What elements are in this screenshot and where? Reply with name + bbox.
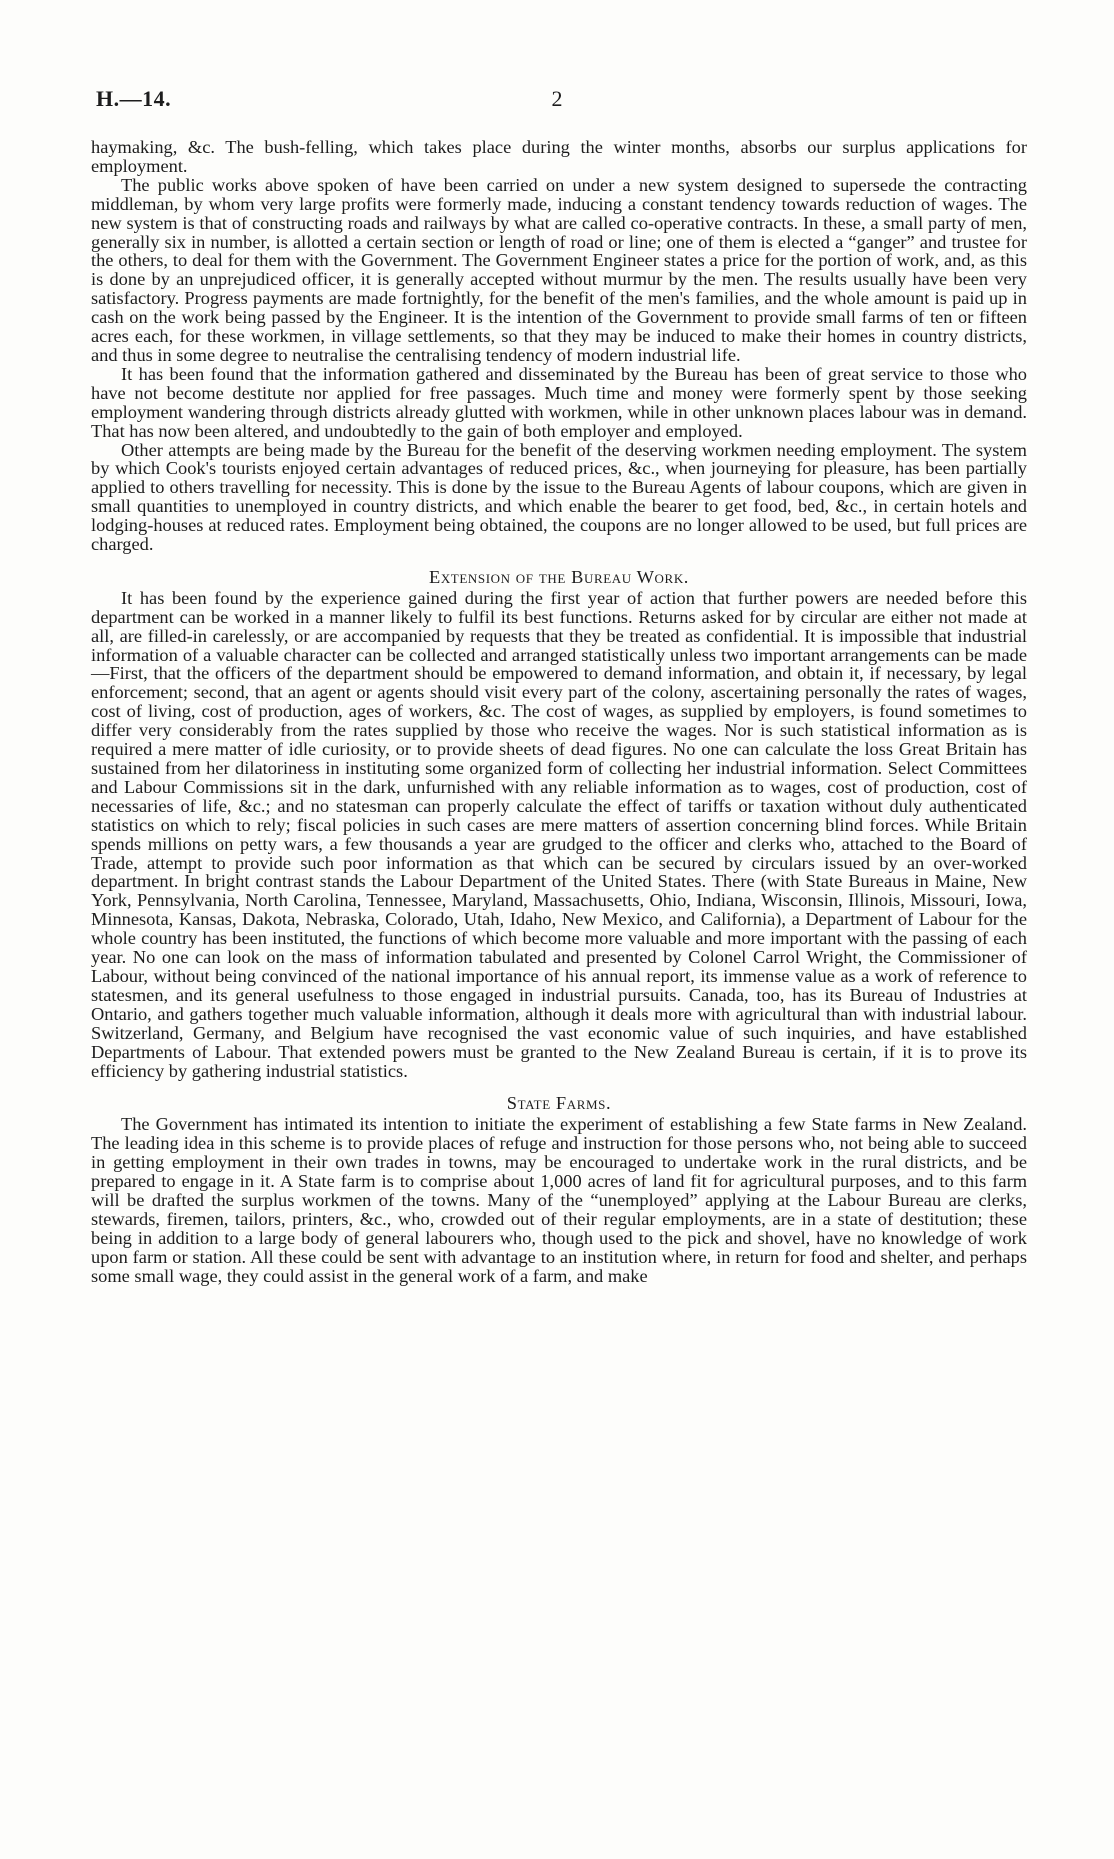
paragraph-bureau-information: It has been found that the information gathered and disseminated by the Bureau has been of great service to those who have not become destitute nor applied for free passages. Much time and money were formerly spent by those seeking employment wandering through districts already glutted with workmen, while in other unknown places labour was in demand. That has now been altered, and undoubtedly to the gain of both employer and employed. — [91, 363, 1027, 441]
section-heading-extension: Extension of the Bureau Work. — [428, 566, 690, 587]
paragraph-public-works: The public works above spoken of have been carried on under a new system designed to supersede the contracting middleman, by whom very large profits were formerly made, inducing a constant tendency towards reduction of wages. The new system is that of constructing roads and railways by what are called co-operative contracts. In these, a small party of men, generally six in number, is allotted a certain section or length of road or line; one of them is elected a “ganger” and trustee for the others, to deal for them with the Government. The Government Engineer states a price for the portion of work, and, as this is done by an unprejudiced officer, it is generally accepted without murmur by the men. The results usually have been very satisfactory. Progress payments are made fortnightly, for the benefit of the men's families, and the whole amount is paid up in cash on the work being passed by the Engineer. It is the intention of the Government to provide small farms of ten or fifteen acres each, for these workmen, in village settlements, so that they may be induced to make their homes in country districts, and thus in some degree to neutralise the centralising tendency of modern industrial life. — [91, 174, 1027, 365]
section-heading-state-farms: State Farms. — [506, 1093, 612, 1114]
paragraph-state-farms: The Government has intimated its intention to initiate the experiment of establishing a few State farms in New Zealand. The leading idea in this scheme is to provide places of refuge and instruction for those persons who, not being able to succeed in getting employment in their own trades in towns, may be encouraged to undertake work in the rural districts, and be prepared to engage in it. A State farm is to comprise about 1,000 acres of land fit for agricultural purposes, and to this farm will be drafted the surplus workmen of the towns. Many of the “unemployed” applying at the Labour Bureau are clerks, stewards, firemen, tailors, printers, &c., who, crowded out of their regular employments, are in a state of destitution; these being in addition to a large body of general labourers who, though used to the pick and shovel, have no knowledge of work upon farm or station. All these could be sent with advantage to an institution where, in return for food and shelter, and perhaps some small wage, they could assist in the general work of a farm, and make — [91, 1114, 1027, 1286]
paragraph-extension: It has been found by the experience gained during the first year of action that further powers are needed before this department can be worked in a manner likely to fulfil its best functions. Returns asked for by circular are either not made at all, are filled-in carelessly, or are accompanied by requests that they be treated as confidential. It is impossible that industrial information of a valuable character can be collected and arranged statistically unless two important arrangements can be made—First, that the officers of the department should be empowered to demand information, and obtain it, if necessary, by legal enforcement; second, that an agent or agents should visit every part of the colony, ascertaining personally the rates of wages, cost of living, cost of production, ages of workers, &c. The cost of wages, as supplied by employers, is found sometimes to differ very considerably from the rates supplied by those who receive the wages. Nor is such statistical information as is required a mere matter of idle curiosity, or to provide sheets of dead figures. No one can calculate the loss Great Britain has sustained from her dilatoriness in instituting some organized form of collecting her industrial information. Select Committees and Labour Commissions sit in the dark, unfurnished with any reliable information as to wages, cost of production, cost of necessaries of life, &c.; and no statesman can properly calculate the effect of tariffs or taxation without duly authenticated statistics on which to rely; fiscal policies in such cases are mere matters of assertion concerning blind forces. While Britain spends millions on petty wars, a few thousands a year are grudged to the officer and clerks who, attached to the Board of Trade, attempt to provide such poor information as that which can be secured by circulars issued by an over-worked department. In bright contrast stands the Labour Department of the United States. There (with State Bureaus in Maine, New York, Pennsylvania, North Carolina, Tennessee, Maryland, Massachusetts, Ohio, Indiana, Wisconsin, Illinois, Missouri, Iowa, Minnesota, Kansas, Dakota, Nebraska, Colorado, Utah, Idaho, New Mexico, and California), a Department of Labour for the whole country has been instituted, the functions of which become more valuable and more important with the passing of each year. No one can look on the mass of information tabulated and presented by Colonel Carrol Wright, the Commissioner of Labour, without being convinced of the national importance of his annual report, its immense value as a work of reference to statesmen, and its general usefulness to those engaged in industrial pursuits. Canada, too, has its Bureau of Industries at Ontario, and gathers together much valuable information, although it deals more with agricultural than with industrial labour. Switzerland, Germany, and Belgium have recognised the vast economic value of such inquiries, and have established Departments of Labour. That extended powers must be granted to the New Zealand Bureau is certain, if it is to prove its efficiency by gathering industrial statistics. — [91, 587, 1027, 1081]
page-number: 2 — [551, 86, 563, 111]
paragraph-labour-coupons: Other attempts are being made by the Bureau for the benefit of the deserving workmen needing employment. The system by which Cook's tourists enjoyed certain advantages of reduced prices, &c., when journeying for pleasure, has been partially applied to others travelling for necessity. This is done by the issue to the Bureau Agents of labour coupons, which are given in small quantities to unemployed in country districts, and which enable the bearer to get food, bed, &c., in certain hotels and lodging-houses at reduced rates. Employment being obtained, the coupons are no longer allowed to be used, but full prices are charged. — [91, 439, 1027, 555]
document-reference: H.—14. — [96, 86, 172, 111]
paragraph-continuation: haymaking, &c. The bush-felling, which takes place during the winter months, absorbs our surplus applications for employment. — [91, 137, 1027, 176]
page-header — [96, 86, 1018, 116]
body-text — [91, 138, 1027, 1285]
